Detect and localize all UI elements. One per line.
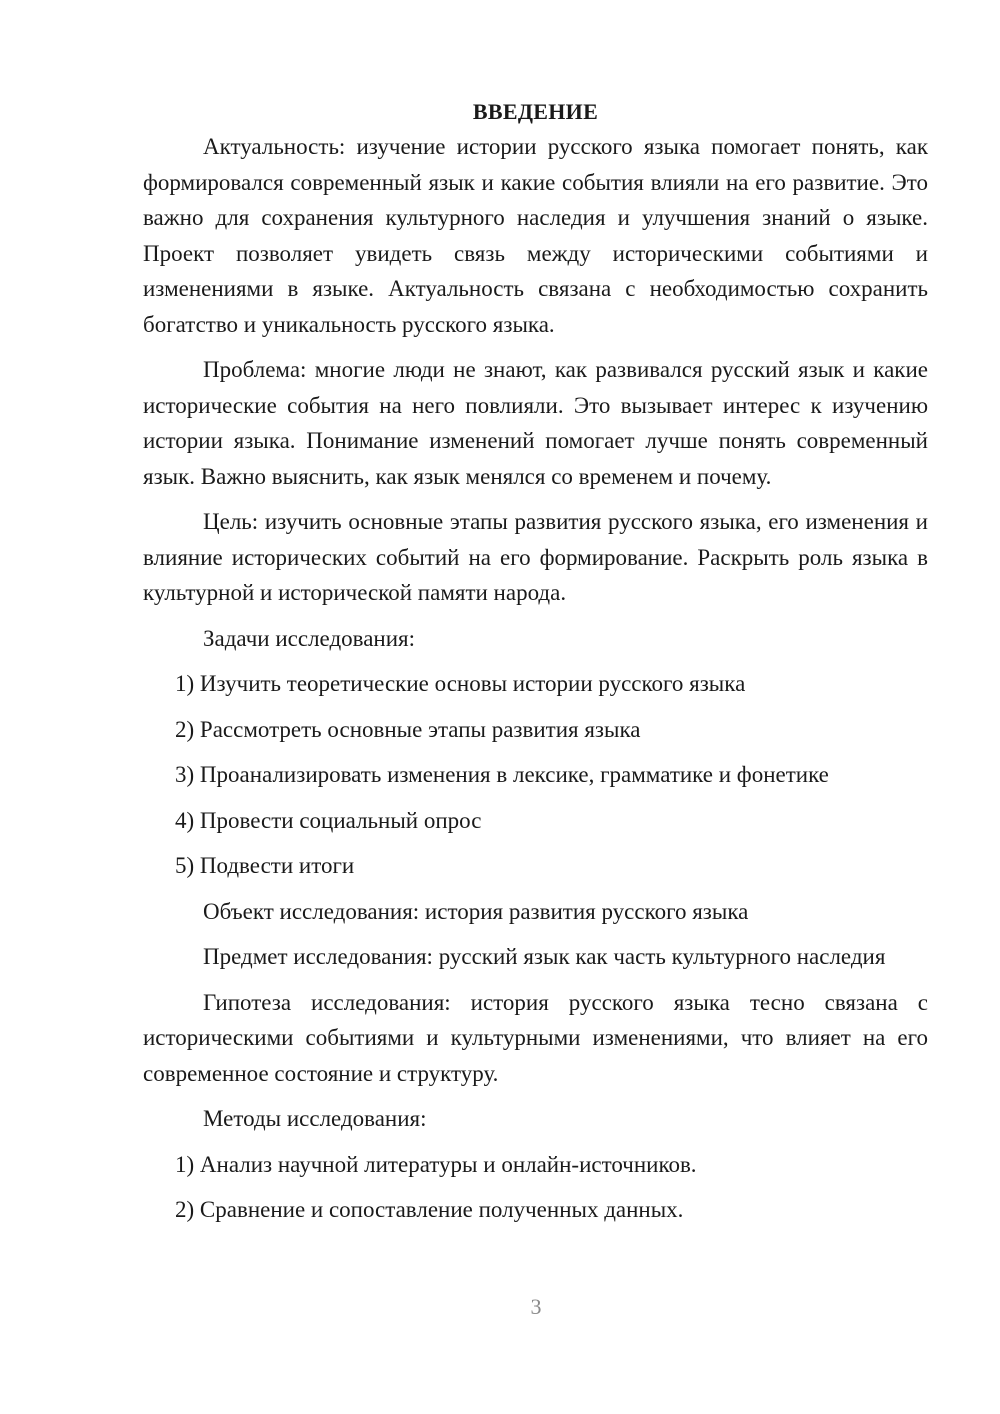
subject-paragraph: Предмет исследования: русский язык как часть культурного наследия: [203, 944, 886, 969]
task-item: 1) Изучить теоретические основы истории русского языка: [175, 671, 746, 696]
task-item: 3) Проанализировать изменения в лексике, грамматике и фонетике: [175, 762, 829, 787]
tasks-heading: Задачи исследования:: [203, 625, 416, 651]
hypothesis-paragraph: Гипотеза исследования: история русского языка тесно связана с историческими событиями и культурными изменениями, что влияет на его современное состояние и структуру.: [143, 989, 928, 1086]
goal-paragraph: Цель: изучить основные этапы развития русского языка, его изменения и влияние исторических событий на его формирование. Раскрыть роль языка в культурной и исторической памяти народа.: [143, 509, 928, 605]
task-item: 4) Провести социальный опрос: [175, 807, 482, 833]
methods-heading: Методы исследования:: [203, 1106, 427, 1131]
page-number: 3: [530, 1294, 542, 1319]
page-content: [143, 94, 928, 1238]
task-item: 5) Подвести итоги: [175, 853, 355, 878]
section-title: ВВЕДЕНИЕ: [472, 99, 599, 124]
problem-paragraph: Проблема: многие люди не знают, как развивался русский язык и какие исторические события на него повлияли. Это вызывает интерес к изучению истории языка. Понимание изменений помогает лучше понять современный язык. Важно выяснить, как язык менялся со временем и почему.: [143, 357, 928, 489]
object-line: Объект исследования: история развития русского языка: [203, 898, 749, 924]
task-item: 2) Рассмотреть основные этапы развития языка: [175, 716, 641, 742]
method-item: 1) Анализ научной литературы и онлайн-источников.: [175, 1151, 697, 1177]
relevance-paragraph: Актуальность: изучение истории русского языка помогает понять, как формировался современный язык и какие события влияли на его развитие. Это важно для сохранения культурного наследия и улучшения знаний о языке. Проект позволяет увидеть связь между историческими событиями и изменениями в языке. Актуальность связана с необходимостью сохранить богатство и уникальность русского языка.: [143, 134, 928, 337]
method-item: 2) Сравнение и сопоставление полученных данных.: [175, 1197, 684, 1222]
